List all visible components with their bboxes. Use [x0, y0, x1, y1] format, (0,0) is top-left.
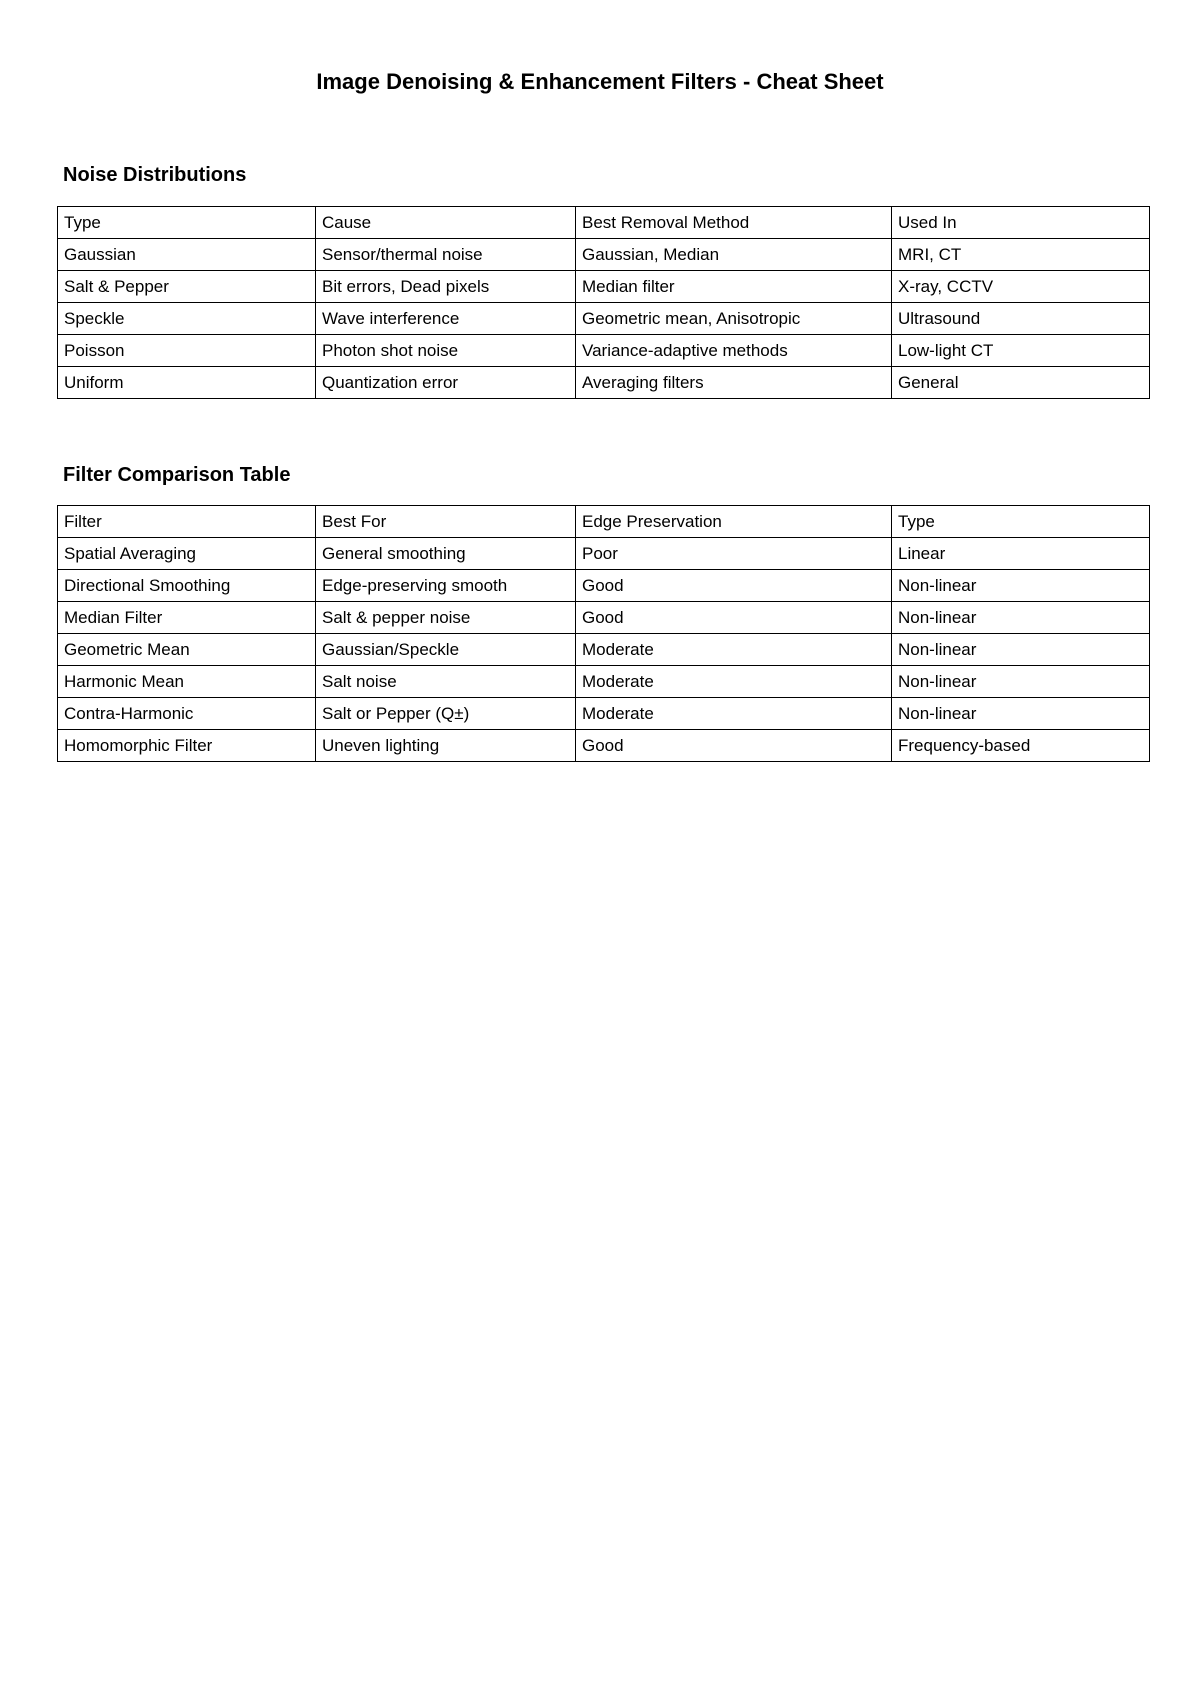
table-row	[58, 602, 1150, 634]
table-cell: Good	[576, 730, 892, 762]
table-cell: Geometric mean, Anisotropic	[576, 303, 892, 335]
table-cell: Moderate	[576, 666, 892, 698]
table-cell: Edge-preserving smooth	[316, 570, 576, 602]
table-cell: Median Filter	[58, 602, 316, 634]
table-cell: Non-linear	[892, 666, 1150, 698]
table-row	[58, 538, 1150, 570]
table-cell: Good	[576, 570, 892, 602]
table-cell: Spatial Averaging	[58, 538, 316, 570]
noise-distributions-heading: Noise Distributions	[63, 164, 247, 186]
table-cell: Averaging filters	[576, 367, 892, 399]
table-cell: Non-linear	[892, 634, 1150, 666]
table-cell: Gaussian, Median	[576, 239, 892, 271]
table-cell: Ultrasound	[892, 303, 1150, 335]
page-title: Image Denoising & Enhancement Filters - Cheat Sheet	[316, 69, 884, 94]
table-cell: Uneven lighting	[316, 730, 576, 762]
noise-distributions-table	[57, 206, 1150, 399]
table-cell: Median filter	[576, 271, 892, 303]
header-cell: Type	[58, 207, 316, 239]
table-row	[58, 634, 1150, 666]
table-cell: Low-light CT	[892, 335, 1150, 367]
table-cell: Contra-Harmonic	[58, 698, 316, 730]
table-cell: Poor	[576, 538, 892, 570]
header-cell: Best For	[316, 506, 576, 538]
filter-comparison-heading: Filter Comparison Table	[63, 464, 291, 486]
table-cell: Speckle	[58, 303, 316, 335]
table-cell: Bit errors, Dead pixels	[316, 271, 576, 303]
table-header-row	[58, 506, 1150, 538]
table-cell: Salt & pepper noise	[316, 602, 576, 634]
table-cell: Good	[576, 602, 892, 634]
table-cell: Variance-adaptive methods	[576, 335, 892, 367]
header-cell: Type	[892, 506, 1150, 538]
table-cell: Moderate	[576, 634, 892, 666]
table-cell: Uniform	[58, 367, 316, 399]
table-cell: Quantization error	[316, 367, 576, 399]
table-cell: Linear	[892, 538, 1150, 570]
header-cell: Edge Preservation	[576, 506, 892, 538]
table-cell: Salt or Pepper (Q±)	[316, 698, 576, 730]
filter-comparison-table	[57, 505, 1150, 762]
table-row	[58, 666, 1150, 698]
table-cell: Moderate	[576, 698, 892, 730]
table-cell: Gaussian	[58, 239, 316, 271]
table-row	[58, 271, 1150, 303]
table-cell: Sensor/thermal noise	[316, 239, 576, 271]
header-cell: Cause	[316, 207, 576, 239]
table-cell: Harmonic Mean	[58, 666, 316, 698]
table-row	[58, 698, 1150, 730]
table-header-row	[58, 207, 1150, 239]
table-row	[58, 303, 1150, 335]
table-cell: MRI, CT	[892, 239, 1150, 271]
table-row	[58, 570, 1150, 602]
table-cell: General	[892, 367, 1150, 399]
table-row	[58, 367, 1150, 399]
table-cell: Gaussian/Speckle	[316, 634, 576, 666]
table-cell: Non-linear	[892, 570, 1150, 602]
table-cell: Homomorphic Filter	[58, 730, 316, 762]
table-cell: Photon shot noise	[316, 335, 576, 367]
table-cell: Salt & Pepper	[58, 271, 316, 303]
table-cell: X-ray, CCTV	[892, 271, 1150, 303]
table-cell: Non-linear	[892, 698, 1150, 730]
table-cell: Directional Smoothing	[58, 570, 316, 602]
header-cell: Best Removal Method	[576, 207, 892, 239]
header-cell: Used In	[892, 207, 1150, 239]
table-cell: Wave interference	[316, 303, 576, 335]
table-cell: Poisson	[58, 335, 316, 367]
table-cell: Non-linear	[892, 602, 1150, 634]
table-row	[58, 730, 1150, 762]
table-row	[58, 335, 1150, 367]
header-cell: Filter	[58, 506, 316, 538]
table-cell: General smoothing	[316, 538, 576, 570]
table-cell: Frequency-based	[892, 730, 1150, 762]
table-row	[58, 239, 1150, 271]
table-cell: Salt noise	[316, 666, 576, 698]
table-cell: Geometric Mean	[58, 634, 316, 666]
